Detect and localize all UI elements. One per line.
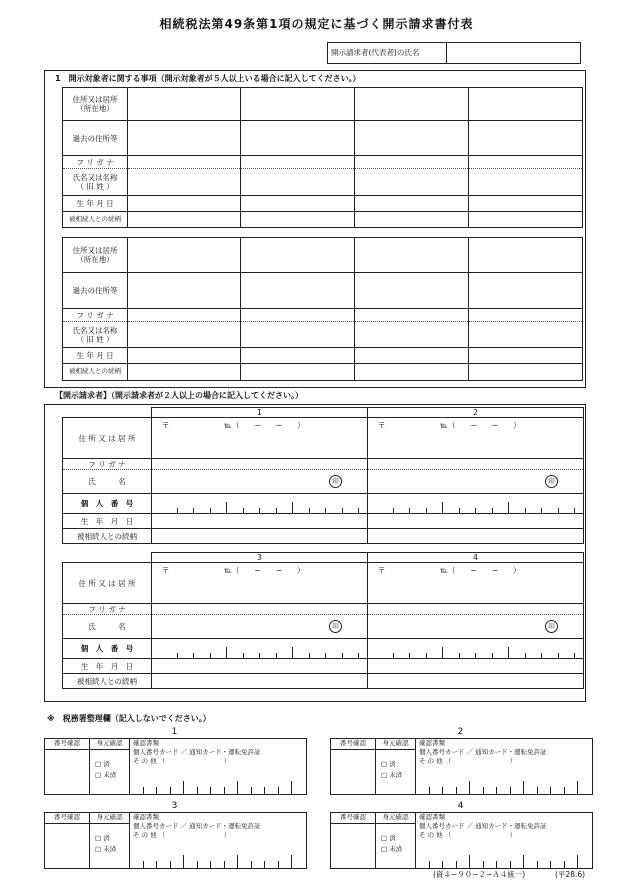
label-name: 氏名又は名称 （ 旧 姓 ）	[63, 169, 128, 196]
digit-tick	[510, 861, 511, 868]
seal-icon: 印	[545, 620, 558, 633]
target-birth-field[interactable]	[241, 196, 355, 212]
office-digit-field[interactable]	[129, 779, 306, 794]
digit-tick	[492, 508, 493, 513]
req-birth-field[interactable]	[368, 514, 584, 529]
tel-text: ℡（ − − ）	[440, 421, 521, 430]
label-req-relation: 被相続人との続柄	[63, 674, 152, 689]
label-furigana: フ リ ガ ナ	[63, 156, 128, 169]
digit-tick	[525, 653, 526, 658]
digit-tick	[537, 861, 538, 868]
target-furigana-field[interactable]	[355, 156, 469, 169]
digit-tick	[276, 653, 277, 658]
target-address-field[interactable]	[355, 238, 469, 273]
num-check-label: 番号確認	[340, 739, 366, 747]
digit-tick	[224, 787, 225, 794]
form-code: (資４−９０−２−Ａ４統一)	[433, 870, 526, 879]
mynumber-field[interactable]	[368, 639, 584, 659]
digit-tick	[442, 861, 443, 868]
label-address: 住所又は居所 （所在地）	[63, 88, 128, 121]
target-relation-field[interactable]	[128, 212, 241, 228]
digit-tick	[309, 653, 310, 658]
digit-tick	[259, 508, 260, 513]
mynumber-digit-boxes	[152, 639, 367, 658]
digit-tick	[177, 653, 178, 658]
digit-tick	[483, 861, 484, 868]
office-block-number: 4	[457, 801, 464, 811]
label-past-address: 過去の住所等	[63, 273, 128, 309]
digit-tick	[459, 653, 460, 658]
digit-tick	[342, 508, 343, 513]
digit-tick	[226, 647, 227, 658]
digit-tick	[156, 861, 157, 868]
target-table-b	[62, 237, 583, 381]
requester-name-box	[327, 42, 581, 64]
digit-tick	[523, 855, 524, 868]
digit-tick	[469, 855, 470, 868]
target-furigana-field[interactable]	[128, 156, 241, 169]
digit-tick	[409, 508, 410, 513]
digit-tick	[292, 647, 293, 658]
postal-mark: 〒	[378, 421, 386, 430]
digit-tick	[276, 508, 277, 513]
req-address-field[interactable]	[368, 418, 584, 459]
section2-heading: 【開示請求者】（開示請求者が２人以上の場合に記入してください。）	[55, 391, 303, 400]
digit-tick	[469, 781, 470, 794]
label-req-birth: 生 年 月 日	[63, 659, 152, 674]
confirm-docs-label: 確認書類	[133, 813, 159, 821]
label-req-furigana: フ リ ガ ナ	[63, 604, 152, 615]
num-check-label: 番号確認	[340, 813, 366, 821]
req-name-field[interactable]	[368, 615, 584, 639]
section3-heading: ※ 税務署整理欄（記入しないでください。）	[47, 714, 211, 723]
digit-tick	[243, 508, 244, 513]
target-table-a	[62, 87, 583, 228]
target-birth-field[interactable]	[469, 348, 583, 364]
label-address: 住所又は居所 （所在地）	[63, 238, 128, 273]
target-furigana-field[interactable]	[128, 309, 241, 322]
target-furigana-field[interactable]	[469, 309, 583, 322]
req-relation-field[interactable]	[152, 529, 368, 544]
target-furigana-field[interactable]	[241, 309, 355, 322]
requester-col-3: 3	[152, 553, 368, 563]
requester-table-12	[62, 407, 584, 544]
label-relation: 被相続人との続柄	[63, 364, 128, 381]
digit-tick	[292, 502, 293, 513]
digit-tick	[237, 855, 238, 868]
req-address-field[interactable]	[152, 418, 368, 459]
target-past-address-field[interactable]	[469, 121, 583, 156]
target-address-field[interactable]	[469, 88, 583, 121]
req-furigana-field[interactable]	[152, 604, 368, 615]
label-req-mynumber: 個 人 番 号	[63, 494, 152, 514]
office-block	[44, 738, 307, 795]
id-check-label: 身元確認	[96, 813, 123, 821]
digit-tick	[508, 647, 509, 658]
label-req-birth: 生 年 月 日	[63, 514, 152, 529]
other-line: そ の 他 （ ）	[419, 831, 517, 839]
digit-tick	[143, 861, 144, 868]
seal-icon: 印	[545, 475, 558, 488]
seal-icon: 印	[329, 620, 342, 633]
confirm-docs-label: 確認書類	[133, 739, 159, 747]
tel-text: ℡（ − − ）	[440, 566, 521, 575]
doc-line: 個人番号カード ／ 通知カード・運転免許証	[133, 822, 261, 830]
not-done-checkbox[interactable]: □ 未済	[381, 771, 403, 779]
mynumber-digit-boxes	[368, 639, 583, 658]
office-block-number: 1	[171, 727, 178, 737]
label-req-furigana: フ リ ガ ナ	[63, 459, 152, 470]
label-req-address: 住 所 又 は 居 所	[63, 563, 152, 604]
label-req-mynumber: 個 人 番 号	[63, 639, 152, 659]
digit-tick	[496, 861, 497, 868]
digit-tick	[393, 653, 394, 658]
label-name: 氏名又は名称 （ 旧 姓 ）	[63, 322, 128, 348]
digit-tick	[259, 653, 260, 658]
requester-table-34	[62, 552, 584, 689]
target-furigana-field[interactable]	[355, 309, 469, 322]
digit-tick	[183, 855, 184, 868]
digit-tick	[550, 861, 551, 868]
digit-tick	[197, 787, 198, 794]
target-birth-field[interactable]	[355, 196, 469, 212]
doc-line: 個人番号カード ／ 通知カード・運転免許証	[133, 748, 261, 756]
digit-tick	[237, 781, 238, 794]
digit-tick	[564, 787, 565, 794]
target-relation-field[interactable]	[241, 364, 355, 381]
label-req-address: 住 所 又 は 居 所	[63, 418, 152, 459]
office-digit-field[interactable]	[415, 853, 592, 868]
done-checkbox[interactable]: □ 済	[95, 760, 110, 768]
digit-tick	[210, 508, 211, 513]
target-furigana-field[interactable]	[469, 156, 583, 169]
requester-label: 開示請求者(代表者)の氏名	[331, 48, 420, 57]
digit-tick	[251, 861, 252, 868]
requester-name-field[interactable]	[447, 43, 579, 63]
target-name-field[interactable]	[128, 322, 241, 348]
target-past-address-field[interactable]	[355, 121, 469, 156]
target-name-field[interactable]	[241, 169, 355, 196]
label-past-address: 過去の住所等	[63, 121, 128, 156]
target-relation-field[interactable]	[469, 212, 583, 228]
digit-tick	[456, 861, 457, 868]
digit-tick	[508, 502, 509, 513]
digit-tick	[358, 653, 359, 658]
digit-tick	[409, 653, 410, 658]
digit-tick	[577, 855, 578, 868]
target-furigana-field[interactable]	[241, 156, 355, 169]
digit-tick	[577, 781, 578, 794]
target-address-field[interactable]	[355, 88, 469, 121]
digit-tick	[291, 781, 292, 794]
postal-mark: 〒	[162, 566, 170, 575]
target-birth-field[interactable]	[128, 348, 241, 364]
other-line: そ の 他 （ ）	[133, 757, 231, 765]
mynumber-field[interactable]	[152, 639, 368, 659]
target-address-field[interactable]	[128, 88, 241, 121]
digit-tick	[193, 508, 194, 513]
digit-tick	[291, 855, 292, 868]
target-address-field[interactable]	[241, 238, 355, 273]
tel-text: ℡（ − − ）	[224, 566, 305, 575]
num-check-label: 番号確認	[54, 813, 80, 821]
office-digit-field[interactable]	[415, 779, 592, 794]
req-furigana-field[interactable]	[368, 604, 584, 615]
digit-tick	[541, 653, 542, 658]
target-past-address-field[interactable]	[241, 121, 355, 156]
other-line: そ の 他 （ ）	[133, 831, 231, 839]
num-check-label: 番号確認	[54, 739, 80, 747]
req-furigana-field[interactable]	[368, 459, 584, 470]
target-past-address-field[interactable]	[469, 273, 583, 309]
req-furigana-field[interactable]	[152, 459, 368, 470]
office-block	[330, 812, 593, 869]
label-req-relation: 被相続人との続柄	[63, 529, 152, 544]
postal-mark: 〒	[378, 566, 386, 575]
id-check-label: 身元確認	[96, 739, 123, 747]
target-birth-field[interactable]	[241, 348, 355, 364]
target-past-address-field[interactable]	[355, 273, 469, 309]
label-birth: 生 年 月 日	[63, 348, 128, 364]
mynumber-digit-boxes	[368, 494, 583, 513]
target-relation-field[interactable]	[355, 364, 469, 381]
digit-tick	[523, 781, 524, 794]
target-name-field[interactable]	[469, 169, 583, 196]
office-block-number: 2	[457, 727, 464, 737]
digit-tick	[251, 787, 252, 794]
target-past-address-field[interactable]	[128, 121, 241, 156]
req-birth-field[interactable]	[152, 659, 368, 674]
digit-tick	[429, 787, 430, 794]
not-done-checkbox[interactable]: □ 未済	[381, 845, 403, 853]
digit-tick	[193, 653, 194, 658]
requester-col-2: 2	[368, 408, 584, 418]
digit-tick	[492, 653, 493, 658]
confirm-docs-label: 確認書類	[419, 739, 445, 747]
digit-tick	[197, 861, 198, 868]
digit-tick	[243, 653, 244, 658]
target-address-field[interactable]	[469, 238, 583, 273]
digit-tick	[564, 861, 565, 868]
digit-tick	[483, 787, 484, 794]
page-title: 相続税法第49条第1項の規定に基づく開示請求書付表	[159, 17, 474, 31]
digit-tick	[309, 508, 310, 513]
target-relation-field[interactable]	[241, 212, 355, 228]
req-relation-field[interactable]	[368, 674, 584, 689]
digit-tick	[541, 508, 542, 513]
office-digit-field[interactable]	[129, 853, 306, 868]
label-relation: 被相続人との続柄	[63, 212, 128, 228]
confirm-docs-label: 確認書類	[419, 813, 445, 821]
digit-tick	[550, 787, 551, 794]
req-address-field[interactable]	[152, 563, 368, 604]
digit-tick	[496, 787, 497, 794]
form-date: (平28.6)	[555, 870, 586, 879]
target-address-field[interactable]	[128, 238, 241, 273]
label-birth: 生 年 月 日	[63, 196, 128, 212]
target-relation-field[interactable]	[128, 364, 241, 381]
done-checkbox[interactable]: □ 済	[381, 760, 396, 768]
target-address-field[interactable]	[241, 88, 355, 121]
digit-tick	[475, 653, 476, 658]
digit-tick	[278, 861, 279, 868]
digit-tick	[558, 508, 559, 513]
target-relation-field[interactable]	[355, 212, 469, 228]
req-name-field[interactable]	[368, 470, 584, 494]
section1-heading: 1 開示対象者に関する事項（開示対象者が５人以上いる場合に記入してください。）	[55, 74, 361, 83]
digit-tick	[170, 787, 171, 794]
digit-tick	[143, 787, 144, 794]
digit-tick	[537, 787, 538, 794]
done-checkbox[interactable]: □ 済	[381, 834, 396, 842]
req-name-field[interactable]	[152, 615, 368, 639]
label-furigana: フ リ ガ ナ	[63, 309, 128, 322]
digit-tick	[459, 508, 460, 513]
target-birth-field[interactable]	[355, 348, 469, 364]
digit-tick	[426, 508, 427, 513]
target-birth-field[interactable]	[469, 196, 583, 212]
digit-tick	[210, 861, 211, 868]
label-req-name: 氏 名	[63, 615, 152, 639]
digit-tick	[210, 787, 211, 794]
digit-tick	[156, 787, 157, 794]
target-past-address-field[interactable]	[128, 273, 241, 309]
digit-tick	[510, 787, 511, 794]
target-birth-field[interactable]	[128, 196, 241, 212]
postal-mark: 〒	[162, 421, 170, 430]
digit-tick	[574, 508, 575, 513]
digit-tick	[170, 861, 171, 868]
digit-tick	[426, 653, 427, 658]
digit-tick	[429, 861, 430, 868]
digit-tick	[224, 861, 225, 868]
digit-tick	[456, 787, 457, 794]
doc-line: 個人番号カード ／ 通知カード・運転免許証	[419, 822, 547, 830]
digit-tick	[393, 508, 394, 513]
digit-tick	[574, 653, 575, 658]
id-check-label: 身元確認	[382, 739, 409, 747]
target-name-field[interactable]	[355, 322, 469, 348]
req-address-field[interactable]	[368, 563, 584, 604]
digit-tick	[278, 787, 279, 794]
target-name-field[interactable]	[469, 322, 583, 348]
digit-tick	[177, 508, 178, 513]
other-line: そ の 他 （ ）	[419, 757, 517, 765]
target-name-field[interactable]	[241, 322, 355, 348]
tel-text: ℡（ − − ）	[224, 421, 305, 430]
digit-tick	[210, 653, 211, 658]
digit-tick	[325, 653, 326, 658]
target-past-address-field[interactable]	[241, 273, 355, 309]
id-check-label: 身元確認	[382, 813, 409, 821]
mynumber-digit-boxes	[152, 494, 367, 513]
digit-tick	[525, 508, 526, 513]
digit-tick	[264, 787, 265, 794]
mynumber-field[interactable]	[152, 494, 368, 514]
target-relation-field[interactable]	[469, 364, 583, 381]
requester-col-1: 1	[152, 408, 368, 418]
done-checkbox[interactable]: □ 済	[95, 834, 110, 842]
not-done-checkbox[interactable]: □ 未済	[95, 845, 117, 853]
mynumber-field[interactable]	[368, 494, 584, 514]
req-relation-field[interactable]	[368, 529, 584, 544]
req-relation-field[interactable]	[152, 674, 368, 689]
req-birth-field[interactable]	[368, 659, 584, 674]
req-birth-field[interactable]	[152, 514, 368, 529]
office-block-number: 3	[171, 801, 178, 811]
digit-tick	[342, 653, 343, 658]
office-block	[330, 738, 593, 795]
digit-tick	[442, 502, 443, 513]
target-name-field[interactable]	[128, 169, 241, 196]
not-done-checkbox[interactable]: □ 未済	[95, 771, 117, 779]
digit-tick	[183, 781, 184, 794]
label-req-name: 氏 名	[63, 470, 152, 494]
req-name-field[interactable]	[152, 470, 368, 494]
digit-tick	[558, 653, 559, 658]
digit-tick	[325, 508, 326, 513]
office-block	[44, 812, 307, 869]
requester-col-4: 4	[368, 553, 584, 563]
target-name-field[interactable]	[355, 169, 469, 196]
digit-tick	[442, 647, 443, 658]
doc-line: 個人番号カード ／ 通知カード・運転免許証	[419, 748, 547, 756]
digit-tick	[264, 861, 265, 868]
digit-tick	[442, 787, 443, 794]
digit-tick	[475, 508, 476, 513]
seal-icon: 印	[329, 475, 342, 488]
digit-tick	[226, 502, 227, 513]
digit-tick	[358, 508, 359, 513]
